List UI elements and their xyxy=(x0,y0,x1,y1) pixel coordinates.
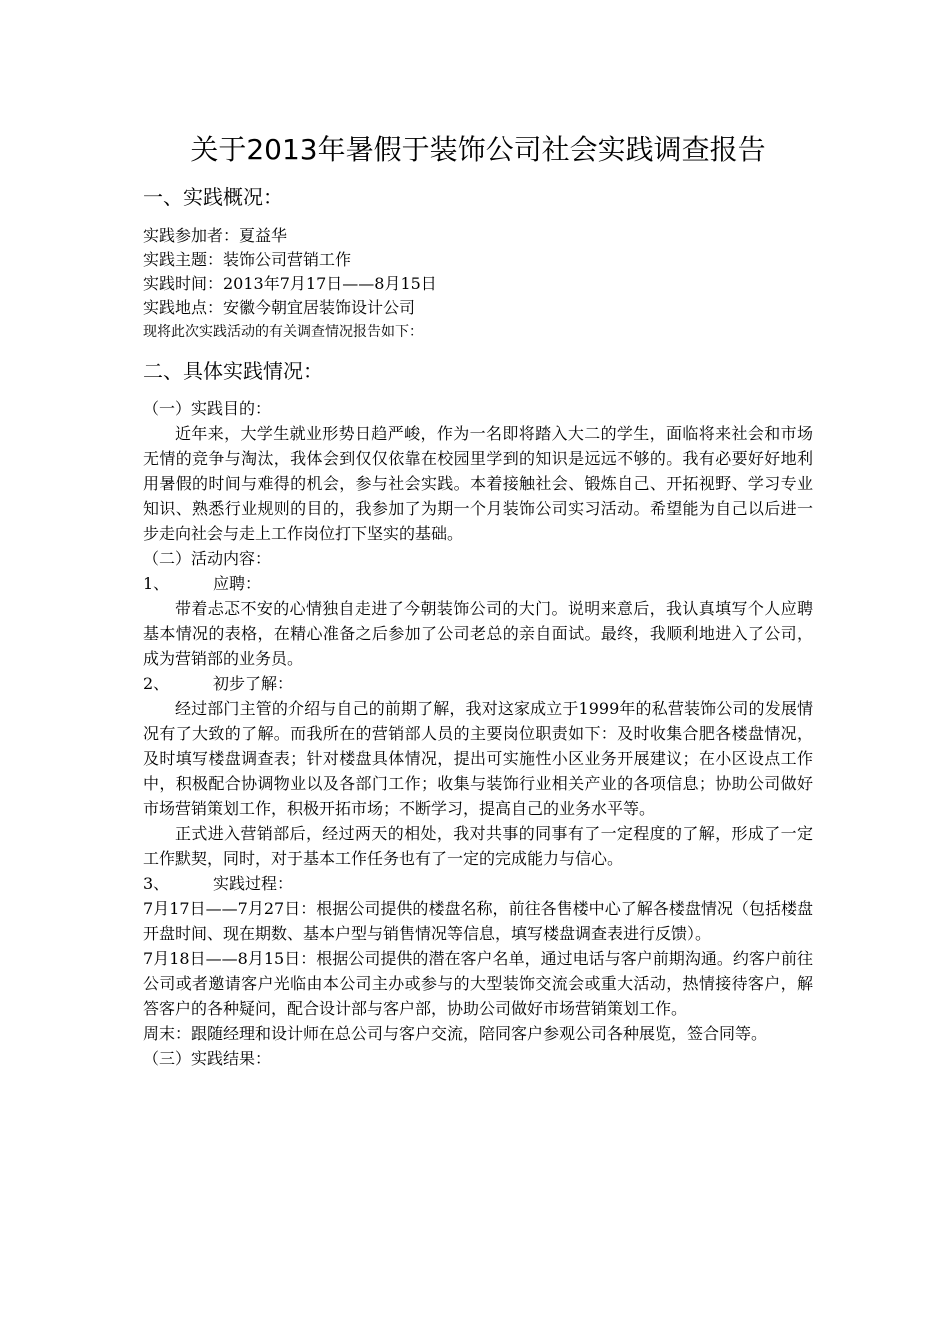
item-paragraph-2a: 经过部门主管的介绍与自己的前期了解，我对这家成立于1999年的私营装饰公司的发展情况有了大致的了解。而我所在的营销部人员的主要岗位职责如下：及时收集合肥各楼盘情况，及时填写楼盘调查表；针对楼盘具体情况，提出可实施性小区业务开展建议；在小区设点工作中，积极配合协调物业以及各部门工作；收集与装饰行业相关产业的各项信息；协助公司做好市场营销策划工作，积极开拓市场；不断学习，提高自己的业务水平等。 xyxy=(143,699,813,818)
intro-line: 现将此次实践活动的有关调查情况报告如下： xyxy=(143,324,423,340)
purpose-paragraph: 近年来，大学生就业形势日趋严峻，作为一名即将踏入大二的学生，面临将来社会和市场无情的竞争与淘汰，我体会到仅仅依靠在校园里学到的知识是远远不够的。我有必要好好地利用暑假的时间与难得的机会，参与社会实践。本着接触社会、锻炼自己、开拓视野、学习专业知识、熟悉行业规则的目的，我参加了为期一个月装饰公司实习活动。希望能为自己以后进一步走向社会与走上工作岗位打下坚实的基础。 xyxy=(143,424,813,543)
item-label-2: 初步了解： xyxy=(213,674,294,693)
theme-line: 实践主题：装饰公司营销工作 xyxy=(143,250,352,269)
item-paragraph-1: 带着忐忑不安的心情独自走进了今朝装饰公司的大门。说明来意后，我认真填写个人应聘基本情况的表格，在精心准备之后参加了公司老总的亲自面试。最终，我顺利地进入了公司，成为营销部的业务员。 xyxy=(143,599,813,668)
item-number-3: 3、 xyxy=(143,874,170,893)
result-heading: （三）实践结果： xyxy=(143,1049,272,1068)
document-title: 关于2013年暑假于装饰公司社会实践调查报告 xyxy=(190,133,766,166)
process-paragraph-3: 周末：跟随经理和设计师在总公司与客户交流，陪同客户参观公司各种展览，签合同等。 xyxy=(143,1024,768,1043)
process-paragraph-1: 7月17日——7月27日：根据公司提供的楼盘名称，前往各售楼中心了解各楼盘情况（包括楼盘开盘时间、现在期数、基本户型与销售情况等信息，填写楼盘调查表进行反馈）。 xyxy=(143,899,813,943)
item-heading-2 xyxy=(143,671,813,696)
purpose-heading: （一）实践目的： xyxy=(143,399,272,418)
participant-line: 实践参加者：夏益华 xyxy=(143,226,288,245)
item-label-1: 应聘： xyxy=(213,574,262,593)
document-page xyxy=(143,128,813,1071)
item-heading-1 xyxy=(143,571,813,596)
item-number-1: 1、 xyxy=(143,574,170,593)
item-paragraph-2b: 正式进入营销部后，经过两天的相处，我对共事的同事有了一定程度的了解，形成了一定工作默契，同时，对于基本工作任务也有了一定的完成能力与信心。 xyxy=(143,824,813,868)
section-heading-details: 二、具体实践情况： xyxy=(143,359,323,383)
item-number-2: 2、 xyxy=(143,674,170,693)
item-label-3: 实践过程： xyxy=(213,874,294,893)
content-heading: （二）活动内容： xyxy=(143,549,272,568)
section-heading-overview: 一、实践概况： xyxy=(143,185,283,209)
process-paragraph-2: 7月18日——8月15日：根据公司提供的潜在客户名单，通过电话与客户前期沟通。约客户前往公司或者邀请客户光临由本公司主办或参与的大型装饰交流会或重大活动，热情接待客户，解答客户的各种疑问，配合设计部与客户部，协助公司做好市场营销策划工作。 xyxy=(143,949,813,1018)
item-heading-3 xyxy=(143,871,813,896)
time-line: 实践时间：2013年7月17日——8月15日 xyxy=(143,274,437,293)
place-line: 实践地点：安徽今朝宜居装饰设计公司 xyxy=(143,298,416,317)
